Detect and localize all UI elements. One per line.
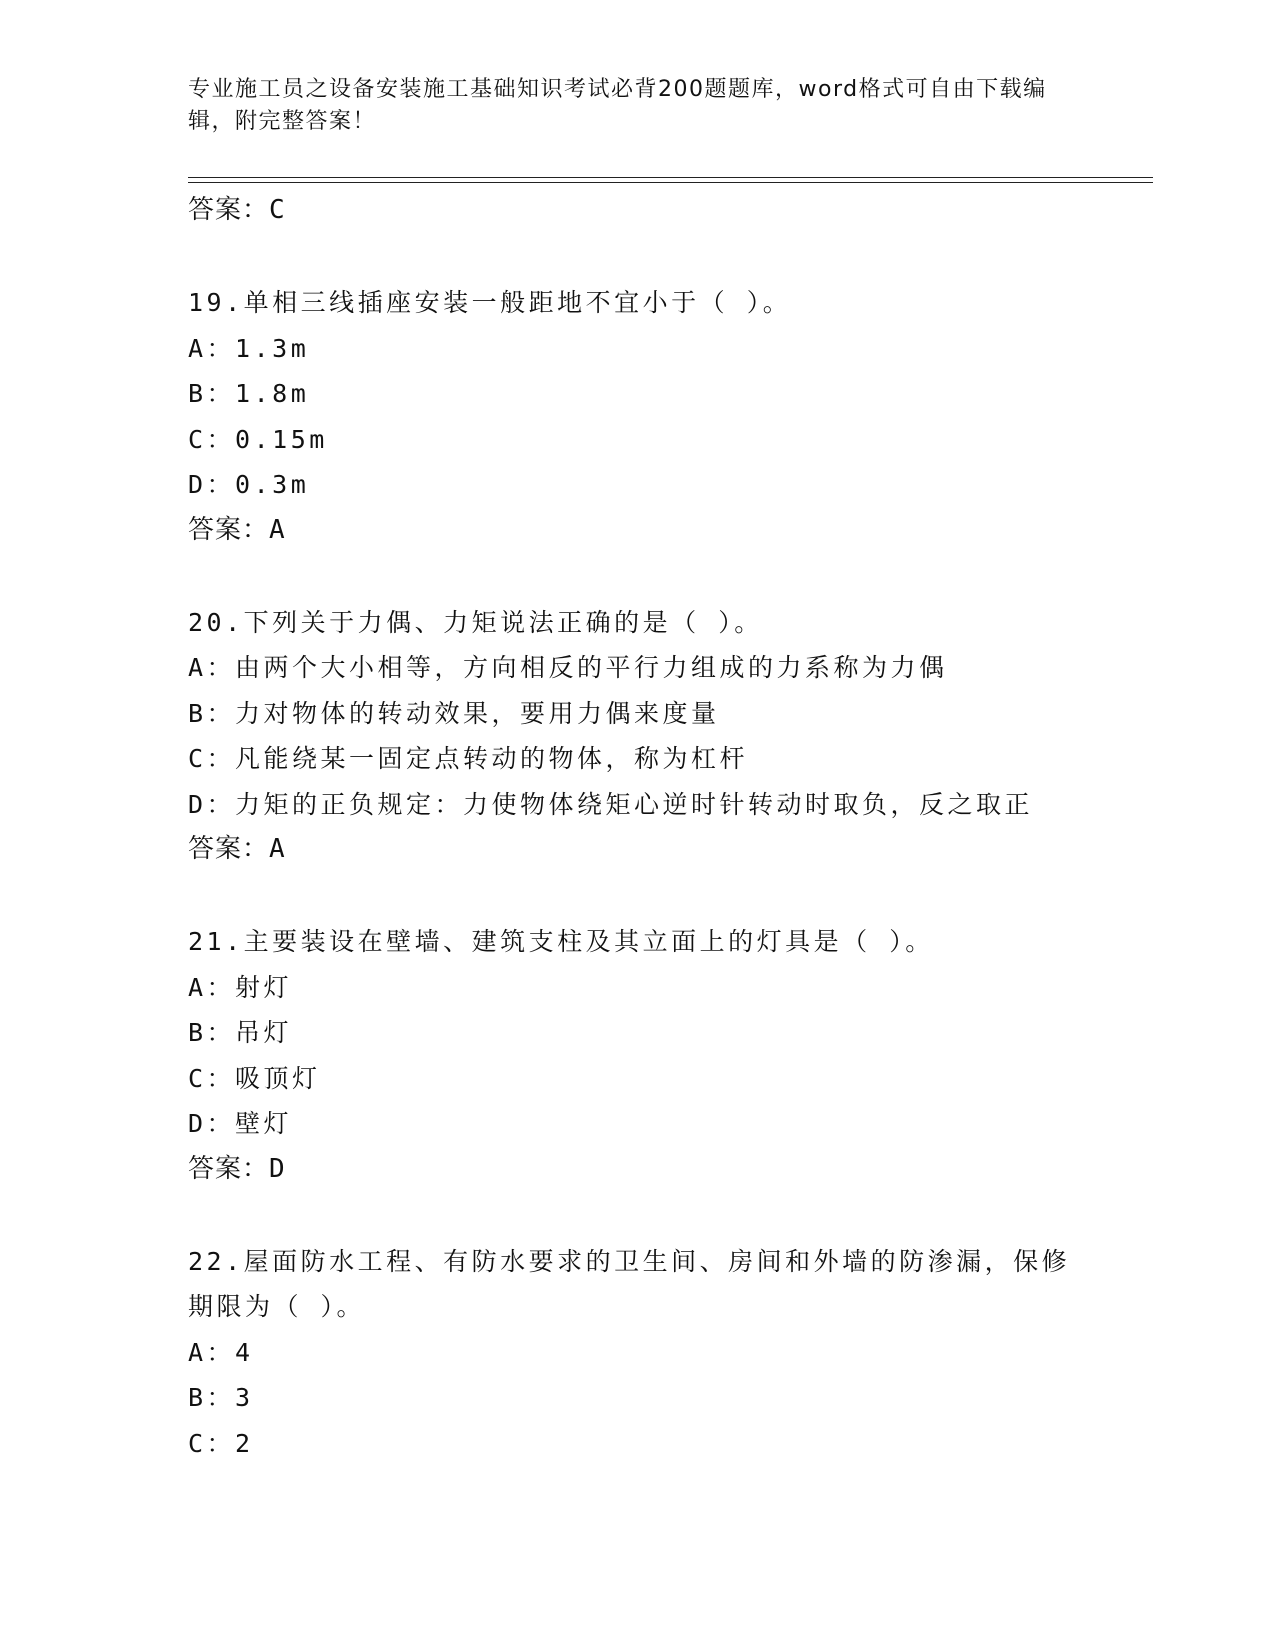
question-stem: 21.主要装设在壁墙、建筑支柱及其立面上的灯具是（ ）。 xyxy=(188,927,934,956)
answer-label: 答案： xyxy=(188,1153,270,1184)
option-c: C：2 xyxy=(188,1428,254,1458)
answer-value: D xyxy=(269,1153,286,1184)
option-b: B：力对物体的转动效果，要用力偶来度量 xyxy=(188,698,720,728)
answer-label: 答案： xyxy=(188,195,270,225)
question-list xyxy=(188,188,1088,1466)
document-header xyxy=(188,74,1078,138)
option-a: A：4 xyxy=(188,1337,254,1367)
spacer xyxy=(188,233,1088,280)
spacer xyxy=(188,553,1088,600)
answer-line xyxy=(188,827,1088,872)
header-divider-bottom xyxy=(188,182,1153,183)
option-d: D：壁灯 xyxy=(188,1109,293,1138)
header-divider-top xyxy=(188,177,1153,178)
option-d: D：力矩的正负规定：力使物体绕矩心逆时针转动时取负，反之取正 xyxy=(188,789,1034,819)
answer-line xyxy=(188,508,1088,553)
option-a: A：射灯 xyxy=(188,972,293,1002)
spacer xyxy=(188,872,1088,919)
option-c: C：凡能绕某一固定点转动的物体，称为杠杆 xyxy=(188,744,749,773)
option-a: A：由两个大小相等，方向相反的平行力组成的力系称为力偶 xyxy=(188,653,948,682)
question-stem: 22.屋面防水工程、有防水要求的卫生间、房间和外墙的防渗漏，保修期限为（ ）。 xyxy=(188,1246,1071,1321)
option-b: B：吊灯 xyxy=(188,1018,293,1047)
answer-line xyxy=(188,1147,1088,1192)
answer-label: 答案： xyxy=(188,514,270,545)
question-stem: 19.单相三线插座安装一般距地不宜小于（ ）。 xyxy=(188,288,792,317)
answer-value: A xyxy=(269,514,286,545)
option-c: C：吸顶灯 xyxy=(188,1063,321,1093)
option-a: A：1.3m xyxy=(188,333,310,363)
option-d: D：0.3m xyxy=(188,470,310,499)
option-b: B：3 xyxy=(188,1383,254,1412)
option-b: B：1.8m xyxy=(188,379,310,408)
answer-label: 答案： xyxy=(188,834,270,864)
spacer xyxy=(188,1192,1088,1239)
option-c: C：0.15m xyxy=(188,424,328,454)
header-title: 专业施工员之设备安装施工基础知识考试必背200题题库，word格式可自由下载编辑，附完整答案！ xyxy=(188,77,1047,134)
answer-value: A xyxy=(269,834,286,864)
answer-line xyxy=(188,188,1088,233)
answer-value: C xyxy=(269,195,286,225)
question-stem: 20.下列关于力偶、力矩说法正确的是（ ）。 xyxy=(188,607,763,637)
